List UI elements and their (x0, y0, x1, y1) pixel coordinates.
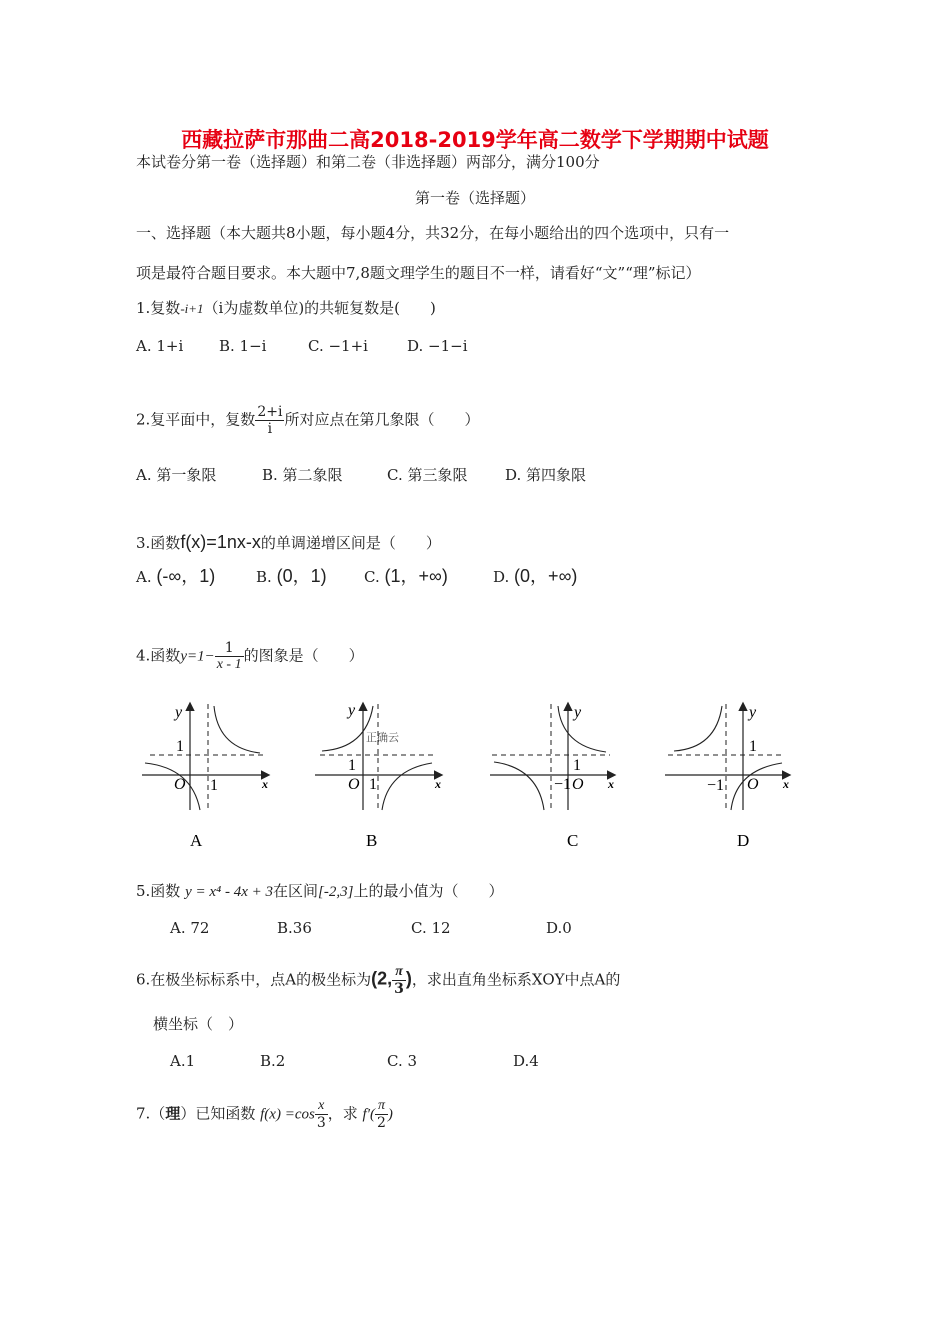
q7-close: ) (387, 1106, 393, 1123)
graph-b-one-y: 1 (348, 757, 356, 774)
graph-d-label: D (737, 831, 750, 850)
question-4 (136, 640, 364, 673)
graph-d-origin: O (747, 776, 759, 793)
q7-denominator: 3 (316, 1115, 326, 1131)
q2-suffix: 所对应点在第几象限（ ） (284, 410, 480, 429)
q6-coord-denominator: 3 (394, 981, 404, 997)
q3-option-a-letter: A. (136, 568, 152, 586)
q6-coord-fraction (392, 964, 406, 997)
exam-intro: 本试卷分第一卷（选择题）和第二卷（非选择题）两部分，满分100分 (136, 153, 600, 171)
graph-b-x-label: x (435, 777, 441, 791)
q7-fraction (315, 1098, 328, 1131)
question-1 (136, 299, 436, 318)
graph-d[interactable] (665, 704, 789, 810)
q4-denominator: x - 1 (216, 657, 242, 672)
graph-b[interactable] (315, 702, 441, 810)
q3-option-c (364, 567, 448, 586)
q7-point-fraction (375, 1098, 388, 1131)
graph-a-origin: O (174, 776, 186, 793)
q7-point-denominator: 2 (376, 1115, 386, 1131)
q5-expression: y = x⁴ - 4x + 3 (185, 884, 274, 900)
graph-b-label: B (366, 831, 378, 850)
graph-c-neg-one-x: −1 (554, 776, 572, 793)
q3-option-d-value: (0，+∞) (514, 566, 578, 586)
graph-c[interactable] (490, 704, 614, 810)
q7-comma: ，求 (327, 1104, 358, 1123)
page-title: 西藏拉萨市那曲二高2018-2019学年高二数学下学期期中试题 (181, 128, 769, 152)
q6-suffix: ，求出直角坐标系XOY中点A的 (411, 970, 621, 989)
q5-prefix: 5.函数 (136, 882, 181, 900)
graph-d-neg-one-x: −1 (707, 777, 725, 794)
q5-option-c: C. 12 (411, 919, 451, 937)
q5-interval: [-2,3] (318, 884, 354, 900)
q1-option-d: D. −1−i (407, 337, 468, 355)
question-7 (136, 1098, 393, 1131)
q2-prefix: 2.复平面中，复数 (136, 410, 256, 429)
graph-c-label: C (567, 831, 579, 850)
q5-mid: 在区间 (273, 882, 319, 900)
graph-c-y-label: y (574, 704, 582, 721)
instructions-line-2: 项是最符合题目要求。本大题中7,8题文理学生的题目不一样，请看好“文”“理”标记） (136, 264, 701, 282)
q3-prefix: 3.函数 (136, 534, 181, 552)
graph-a-one-x: 1 (210, 777, 218, 794)
graph-c-x-label: x (608, 777, 614, 791)
q1-option-c: C. −1+i (308, 337, 368, 355)
q7-tag: 理 (165, 1104, 181, 1123)
q3-option-b-value: (0，1) (276, 566, 327, 586)
section-title: 第一卷（选择题） (414, 189, 535, 207)
q6-coord-numerator: π (392, 964, 406, 981)
q6-option-d: D.4 (513, 1052, 539, 1070)
q4-prefix: 4.函数 (136, 646, 181, 665)
graph-c-one-y: 1 (573, 757, 581, 774)
q2-option-d: D. 第四象限 (505, 466, 587, 484)
q2-option-b: B. 第二象限 (262, 466, 343, 484)
q3-option-b-letter: B. (256, 568, 272, 586)
q7-mid: ）已知函数 (180, 1104, 256, 1123)
graph-d-x-label: x (783, 777, 789, 791)
q3-option-c-value: (1，+∞) (384, 566, 448, 586)
q6-prefix: 6.在极坐标标系中，点A的极坐标为 (136, 970, 372, 989)
graph-b-y-label: y (348, 702, 356, 719)
q3-suffix: 的单调递增区间是（ ） (260, 534, 441, 552)
q3-option-a-value: (-∞，1) (156, 566, 216, 586)
question-3 (136, 533, 441, 552)
q1-expression: -i+1 (180, 301, 204, 316)
q3-expression: f(x)=1nx-x (180, 532, 261, 552)
q4-graphs (130, 698, 810, 858)
question-2 (136, 404, 479, 437)
q5-suffix: 上的最小值为（ ） (353, 882, 504, 900)
graph-b-origin: O (348, 776, 360, 793)
q2-denominator: i (267, 421, 273, 437)
q4-lhs: y=1− (180, 648, 215, 665)
graph-b-one-x: 1 (369, 776, 377, 793)
q4-fraction (215, 640, 244, 673)
graph-d-y-label: y (749, 704, 757, 721)
graph-d-one-y: 1 (749, 738, 757, 755)
q5-option-a: A. 72 (170, 919, 210, 937)
graph-b-watermark: 正确云 (366, 732, 399, 744)
q2-fraction (255, 404, 284, 437)
q7-point-numerator: π (375, 1098, 388, 1115)
q7-numerator: x (315, 1098, 328, 1115)
q3-option-d-letter: D. (493, 568, 510, 586)
graph-a-one-y: 1 (176, 738, 184, 755)
q1-option-a: A. 1+i (136, 337, 184, 355)
q1-prefix: 1.复数 (136, 299, 181, 317)
q6-option-b: B.2 (260, 1052, 286, 1070)
q5-option-d: D.0 (546, 919, 572, 937)
graph-a[interactable] (142, 704, 268, 810)
q4-suffix: 的图象是（ ） (243, 646, 364, 665)
q6-option-a: A.1 (170, 1052, 196, 1070)
q6-option-c: C. 3 (387, 1052, 418, 1070)
graph-a-y-label: y (175, 704, 183, 721)
graph-a-label: A (190, 831, 203, 850)
q1-option-b: B. 1−i (219, 337, 267, 355)
q3-option-a (136, 567, 215, 586)
question-5 (136, 882, 503, 901)
q7-derivative: f′( (362, 1106, 375, 1123)
graph-a-x-label: x (262, 777, 268, 791)
q2-option-c: C. 第三象限 (387, 466, 468, 484)
q5-option-b: B.36 (277, 919, 312, 937)
q2-option-a: A. 第一象限 (136, 466, 217, 484)
instructions-line-1: 一、选择题（本大题共8小题，每小题4分，共32分，在每小题给出的四个选项中，只有一 (136, 224, 730, 242)
q2-numerator: 2+i (257, 404, 283, 420)
q6-coord-right: ) (405, 968, 412, 989)
q3-option-c-letter: C. (364, 568, 380, 586)
graph-c-origin: O (572, 776, 584, 793)
q1-suffix: （i为虚数单位)的共轭复数是( ) (203, 299, 436, 317)
q3-option-d (493, 567, 577, 586)
question-6 (136, 964, 620, 997)
q7-prefix: 7.（ (136, 1104, 166, 1123)
q4-numerator: 1 (215, 640, 244, 657)
q6-coord-left: (2, (371, 968, 393, 989)
q6-line-2: 横坐标（ ） (153, 1015, 244, 1033)
q3-option-b (256, 567, 327, 586)
q7-expression: f(x) =cos (260, 1106, 315, 1123)
